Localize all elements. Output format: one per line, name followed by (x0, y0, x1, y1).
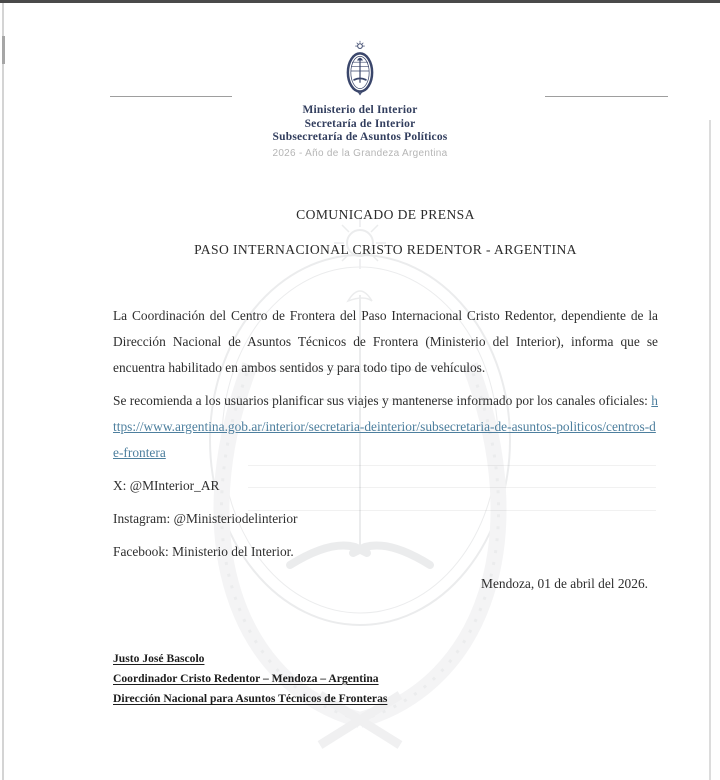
recommendation-text: Se recomienda a los usuarios planificar sus viajes y mantenerse informado por los canales oficiales: (113, 393, 652, 408)
paragraph-status: La Coordinación del Centro de Frontera del Paso Internacional Cristo Redentor, dependiente de la Dirección Nacional de Asuntos Técnicos de Frontera (Ministerio del Interior), informa que se encuentra habilitado en ambos sentidos y para todo tipo de vehículos. (113, 308, 658, 375)
social-facebook-handle: Facebook: Ministerio del Interior. (113, 544, 294, 559)
official-channels-link[interactable]: https://www.argentina.gob.ar/interior/secretaria-deinterior/subsecretaria-de-asuntos-politicos/centros-de-frontera (113, 393, 658, 460)
org-line-secretaria: Secretaría de Interior (304, 117, 416, 130)
document-body (113, 0, 658, 709)
scan-left-edge-dark-segment (2, 36, 5, 64)
year-motto: 2026 - Año de la Grandeza Argentina (272, 148, 448, 159)
social-x-handle: X: @MInterior_AR (113, 478, 220, 493)
social-instagram-handle: Instagram: @Ministeriodelinterior (113, 511, 298, 526)
press-release-title: COMUNICADO DE PRENSA (296, 207, 475, 222)
signer-office: Dirección Nacional para Asuntos Técnicos de Fronteras (113, 692, 388, 705)
signer-role: Coordinador Cristo Redentor – Mendoza – Argentina (113, 672, 379, 685)
subject-title: PASO INTERNACIONAL CRISTO REDENTOR - ARGENTINA (194, 242, 577, 257)
scan-right-edge (709, 120, 711, 780)
signature-block (113, 649, 658, 709)
signer-name: Justo José Bascolo (113, 652, 205, 665)
dateline: Mendoza, 01 de abril del 2026. (481, 576, 648, 591)
org-line-subsecretaria: Subsecretaría de Asuntos Políticos (272, 131, 448, 143)
org-line-ministry: Ministerio del Interior (302, 104, 418, 116)
paragraph-recommendation (113, 388, 658, 466)
